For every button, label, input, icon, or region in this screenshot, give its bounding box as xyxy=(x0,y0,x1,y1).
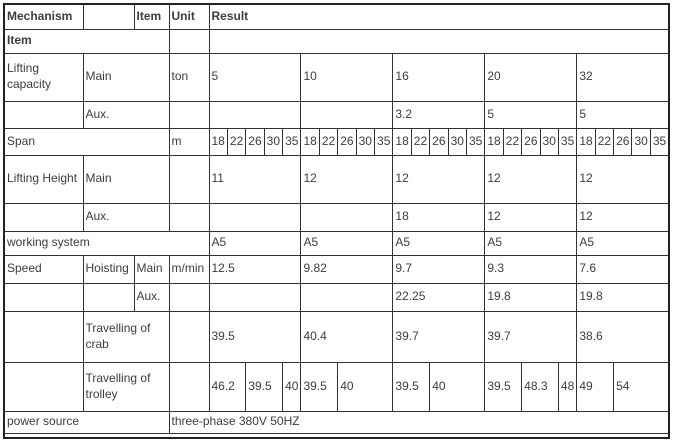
cell-lifting-height-aux-5: 18 xyxy=(393,203,485,231)
cell-working-system-0: working system xyxy=(4,231,209,255)
cell-speed-hoisting-aux-3 xyxy=(169,283,209,311)
cell-speed-travelling-trolley-12: 48 xyxy=(558,362,576,411)
cell-speed-travelling-crab-1: Travelling of crab xyxy=(83,311,169,362)
cell-speed-travelling-crab-6: 39.7 xyxy=(485,311,577,362)
cell-span-5: 30 xyxy=(264,128,282,155)
row-item-header xyxy=(4,29,669,53)
cell-speed-travelling-trolley-10: 39.5 xyxy=(485,362,522,411)
cell-working-system-5: A5 xyxy=(577,231,669,255)
cell-item-header-0: Item xyxy=(4,29,169,53)
cell-span-1: m xyxy=(169,128,209,155)
cell-speed-hoisting-aux-1 xyxy=(83,283,134,311)
cell-span-3: 22 xyxy=(227,128,245,155)
cell-lifting-capacity-main-0: Lifting capacity xyxy=(4,53,83,101)
cell-speed-travelling-trolley-13: 49 xyxy=(577,362,614,411)
cell-lifting-capacity-aux-0 xyxy=(4,101,83,128)
cell-speed-hoisting-main-7: 9.3 xyxy=(485,255,577,283)
cell-span-20: 30 xyxy=(540,128,558,155)
row-header xyxy=(4,4,669,29)
cell-span-14: 26 xyxy=(430,128,448,155)
cell-speed-travelling-trolley-0 xyxy=(4,362,83,411)
row-speed-travelling-crab xyxy=(4,311,669,362)
cell-speed-travelling-trolley-9: 40 xyxy=(430,362,485,411)
cell-lifting-height-main-3: 11 xyxy=(209,155,301,203)
row-bottom-spacer xyxy=(4,433,669,438)
cell-lifting-height-aux-4 xyxy=(301,203,393,231)
cell-lifting-capacity-aux-5: 3.2 xyxy=(393,101,485,128)
cell-lifting-height-main-0: Lifting Height xyxy=(4,155,83,203)
cell-bottom-spacer-0 xyxy=(4,433,669,438)
cell-header-4: Result xyxy=(209,4,669,29)
row-lifting-height-main xyxy=(4,155,669,203)
cell-speed-travelling-crab-7: 38.6 xyxy=(577,311,669,362)
cell-span-2: 18 xyxy=(209,128,227,155)
cell-lifting-capacity-aux-4 xyxy=(301,101,393,128)
cell-lifting-capacity-main-4: 10 xyxy=(301,53,393,101)
cell-span-25: 30 xyxy=(632,128,650,155)
cell-span-17: 18 xyxy=(485,128,503,155)
cell-span-22: 18 xyxy=(577,128,595,155)
cell-item-header-2 xyxy=(209,29,669,53)
cell-speed-hoisting-main-8: 7.6 xyxy=(577,255,669,283)
cell-lifting-capacity-main-7: 32 xyxy=(577,53,669,101)
cell-span-11: 35 xyxy=(375,128,393,155)
cell-speed-hoisting-main-0: Speed xyxy=(4,255,83,283)
cell-lifting-height-aux-0 xyxy=(4,203,83,231)
cell-lifting-capacity-aux-3 xyxy=(209,101,301,128)
cell-header-3: Unit xyxy=(169,4,209,29)
cell-speed-hoisting-main-2: Main xyxy=(134,255,169,283)
cell-speed-hoisting-main-1: Hoisting xyxy=(83,255,134,283)
cell-speed-hoisting-aux-4 xyxy=(209,283,301,311)
cell-lifting-height-aux-3 xyxy=(209,203,301,231)
cell-header-2: Item xyxy=(134,4,169,29)
cell-lifting-capacity-main-5: 16 xyxy=(393,53,485,101)
cell-span-24: 26 xyxy=(614,128,632,155)
spec-table-body xyxy=(4,4,669,438)
cell-header-0: Mechanism xyxy=(4,4,83,29)
cell-span-23: 22 xyxy=(595,128,613,155)
row-working-system xyxy=(4,231,669,255)
row-lifting-height-aux xyxy=(4,203,669,231)
row-span xyxy=(4,128,669,155)
cell-span-26: 35 xyxy=(650,128,669,155)
cell-speed-travelling-trolley-6: 39.5 xyxy=(301,362,338,411)
cell-span-19: 26 xyxy=(522,128,540,155)
row-lifting-capacity-main xyxy=(4,53,669,101)
cell-lifting-capacity-main-2: ton xyxy=(169,53,209,101)
cell-lifting-height-aux-7: 12 xyxy=(577,203,669,231)
cell-span-18: 22 xyxy=(503,128,521,155)
cell-speed-travelling-trolley-14: 54 xyxy=(614,362,669,411)
cell-speed-travelling-trolley-11: 48.3 xyxy=(522,362,559,411)
cell-speed-hoisting-main-6: 9.7 xyxy=(393,255,485,283)
cell-working-system-1: A5 xyxy=(209,231,301,255)
cell-working-system-2: A5 xyxy=(301,231,393,255)
cell-lifting-height-main-6: 12 xyxy=(485,155,577,203)
cell-span-4: 26 xyxy=(246,128,264,155)
cell-span-7: 18 xyxy=(301,128,319,155)
row-speed-hoisting-aux xyxy=(4,283,669,311)
cell-speed-travelling-trolley-2 xyxy=(169,362,209,411)
cell-span-8: 22 xyxy=(319,128,337,155)
cell-item-header-1 xyxy=(169,29,209,53)
row-speed-travelling-trolley xyxy=(4,362,669,411)
cell-span-6: 35 xyxy=(283,128,301,155)
cell-speed-hoisting-aux-5 xyxy=(301,283,393,311)
cell-lifting-height-aux-1: Aux. xyxy=(83,203,169,231)
cell-speed-travelling-crab-2 xyxy=(169,311,209,362)
cell-lifting-height-main-5: 12 xyxy=(393,155,485,203)
cell-speed-hoisting-main-4: 12.5 xyxy=(209,255,301,283)
cell-speed-travelling-trolley-1: Travelling of trolley xyxy=(83,362,169,411)
row-power-source xyxy=(4,411,669,433)
cell-speed-travelling-trolley-7: 40 xyxy=(338,362,393,411)
cell-working-system-3: A5 xyxy=(393,231,485,255)
cell-span-16: 35 xyxy=(466,128,484,155)
cell-lifting-height-main-1: Main xyxy=(83,155,169,203)
cell-header-1 xyxy=(83,4,134,29)
cell-speed-hoisting-aux-8: 19.8 xyxy=(577,283,669,311)
cell-lifting-height-main-4: 12 xyxy=(301,155,393,203)
cell-power-source-1: three-phase 380V 50HZ xyxy=(169,411,669,433)
cell-speed-hoisting-aux-7: 19.8 xyxy=(485,283,577,311)
cell-span-21: 35 xyxy=(558,128,576,155)
cell-power-source-0: power source xyxy=(4,411,169,433)
cell-speed-hoisting-aux-6: 22.25 xyxy=(393,283,485,311)
cell-speed-travelling-crab-3: 39.5 xyxy=(209,311,301,362)
cell-span-12: 18 xyxy=(393,128,411,155)
cell-lifting-height-aux-6: 12 xyxy=(485,203,577,231)
cell-lifting-capacity-aux-2 xyxy=(169,101,209,128)
cell-lifting-capacity-main-3: 5 xyxy=(209,53,301,101)
cell-speed-hoisting-aux-0 xyxy=(4,283,83,311)
cell-span-10: 30 xyxy=(356,128,374,155)
cell-lifting-height-main-7: 12 xyxy=(577,155,669,203)
cell-speed-travelling-crab-4: 40.4 xyxy=(301,311,393,362)
cell-lifting-height-main-2 xyxy=(169,155,209,203)
cell-lifting-capacity-aux-1: Aux. xyxy=(83,101,169,128)
cell-speed-hoisting-aux-2: Aux. xyxy=(134,283,169,311)
cell-speed-travelling-trolley-3: 46.2 xyxy=(209,362,246,411)
cell-speed-travelling-trolley-8: 39.5 xyxy=(393,362,430,411)
cell-span-15: 30 xyxy=(448,128,466,155)
cell-lifting-capacity-main-1: Main xyxy=(83,53,169,101)
cell-speed-travelling-crab-0 xyxy=(4,311,83,362)
row-speed-hoisting-main xyxy=(4,255,669,283)
spec-table xyxy=(3,3,670,439)
cell-span-9: 26 xyxy=(338,128,356,155)
cell-span-13: 22 xyxy=(411,128,429,155)
row-lifting-capacity-aux xyxy=(4,101,669,128)
cell-lifting-capacity-aux-7: 5 xyxy=(577,101,669,128)
cell-speed-hoisting-main-3: m/min xyxy=(169,255,209,283)
cell-speed-hoisting-main-5: 9.82 xyxy=(301,255,393,283)
cell-lifting-capacity-main-6: 20 xyxy=(485,53,577,101)
cell-lifting-capacity-aux-6: 5 xyxy=(485,101,577,128)
cell-speed-travelling-trolley-5: 40 xyxy=(283,362,301,411)
cell-lifting-height-aux-2 xyxy=(169,203,209,231)
cell-working-system-4: A5 xyxy=(485,231,577,255)
cell-span-0: Span xyxy=(4,128,169,155)
cell-speed-travelling-crab-5: 39.7 xyxy=(393,311,485,362)
cell-speed-travelling-trolley-4: 39.5 xyxy=(246,362,283,411)
